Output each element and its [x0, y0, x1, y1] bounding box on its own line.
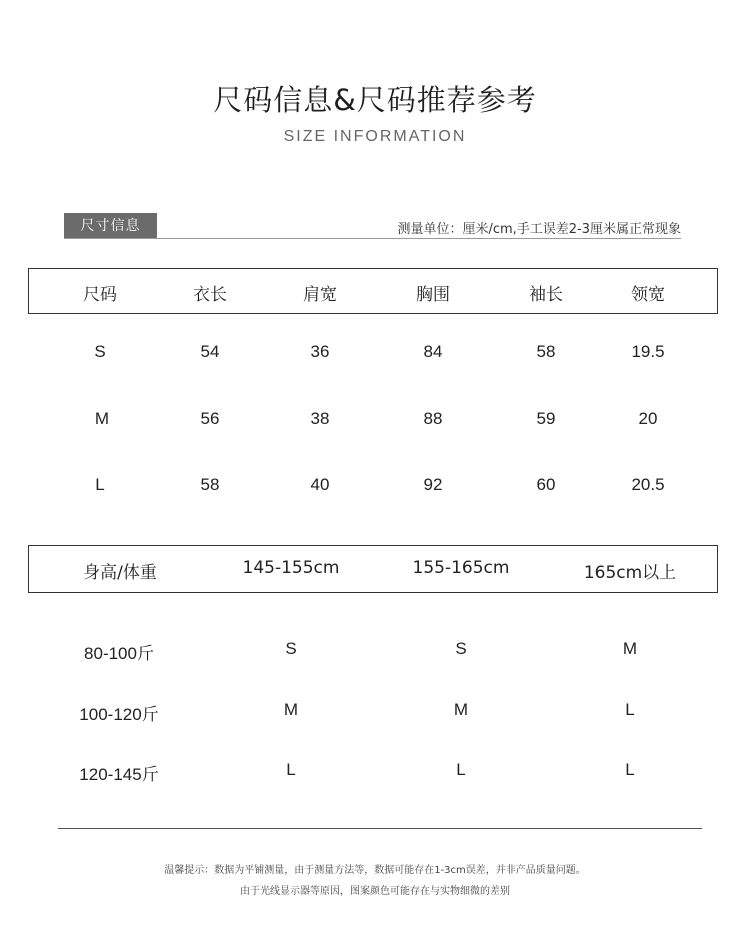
footnote-2: 由于光线显示器等原因，图案颜色可能存在与实物细微的差别	[240, 886, 510, 897]
recommend-cell: L	[625, 700, 635, 719]
size-cell: 88	[423, 409, 443, 428]
size-cell: 60	[536, 475, 556, 494]
size-cell: 56	[200, 409, 220, 428]
recommend-header-cell: 145-155cm	[242, 558, 340, 578]
recommend-cell: L	[286, 760, 296, 779]
table-row	[0, 475, 750, 499]
page-title: 尺码信息&尺码推荐参考	[213, 83, 537, 117]
size-cell: 20.5	[631, 475, 665, 494]
table-row	[0, 639, 750, 663]
size-header-cell: 胸围	[416, 285, 450, 305]
recommend-cell: 100-120斤	[79, 705, 159, 724]
size-cell: 58	[200, 475, 220, 494]
size-cell: 59	[536, 409, 556, 428]
table-row	[0, 760, 750, 784]
size-header-cell: 肩宽	[303, 285, 337, 305]
recommend-cell: S	[455, 639, 467, 658]
size-table-header-row	[0, 280, 750, 304]
size-cell: L	[95, 475, 105, 494]
recommend-header-cell: 155-165cm	[412, 558, 510, 578]
size-cell: 58	[536, 342, 556, 361]
size-header-cell: 领宽	[631, 285, 665, 305]
bottom-rule	[58, 828, 702, 829]
page-subtitle: SIZE INFORMATION	[283, 128, 467, 145]
size-cell: 20	[638, 409, 658, 428]
section-label: 尺寸信息	[64, 213, 157, 239]
size-cell: 54	[200, 342, 220, 361]
recommend-cell: L	[625, 760, 635, 779]
recommend-cell: M	[453, 700, 469, 719]
size-header-cell: 袖长	[529, 285, 563, 305]
unit-note: 测量单位：厘米/cm,手工误差2-3厘米属正常现象	[397, 222, 681, 237]
recommend-cell: S	[285, 639, 297, 658]
size-cell: M	[94, 409, 110, 428]
recommend-cell: L	[456, 760, 466, 779]
recommend-header-cell: 165cm以上	[583, 563, 677, 583]
size-cell: 40	[310, 475, 330, 494]
size-cell: 36	[310, 342, 330, 361]
size-header-cell: 尺码	[83, 285, 117, 305]
size-cell: S	[94, 342, 106, 361]
table-row	[0, 700, 750, 724]
recommend-cell: 80-100斤	[84, 644, 154, 663]
table-row	[0, 409, 750, 433]
size-cell: 92	[423, 475, 443, 494]
recommend-cell: 120-145斤	[79, 765, 159, 784]
size-cell: 84	[423, 342, 443, 361]
section-rule	[64, 238, 681, 239]
table-row	[0, 342, 750, 366]
recommend-header-cell: 身高/体重	[83, 563, 157, 583]
recommend-cell: M	[283, 700, 299, 719]
footnote-1: 温馨提示：数据为平铺测量，由于测量方法等，数据可能存在1-3cm误差，并非产品质量问题。	[164, 865, 586, 876]
size-cell: 38	[310, 409, 330, 428]
recommend-cell: M	[622, 639, 638, 658]
recommend-table-header-row	[0, 558, 750, 582]
size-cell: 19.5	[631, 342, 665, 361]
size-header-cell: 衣长	[193, 285, 227, 305]
